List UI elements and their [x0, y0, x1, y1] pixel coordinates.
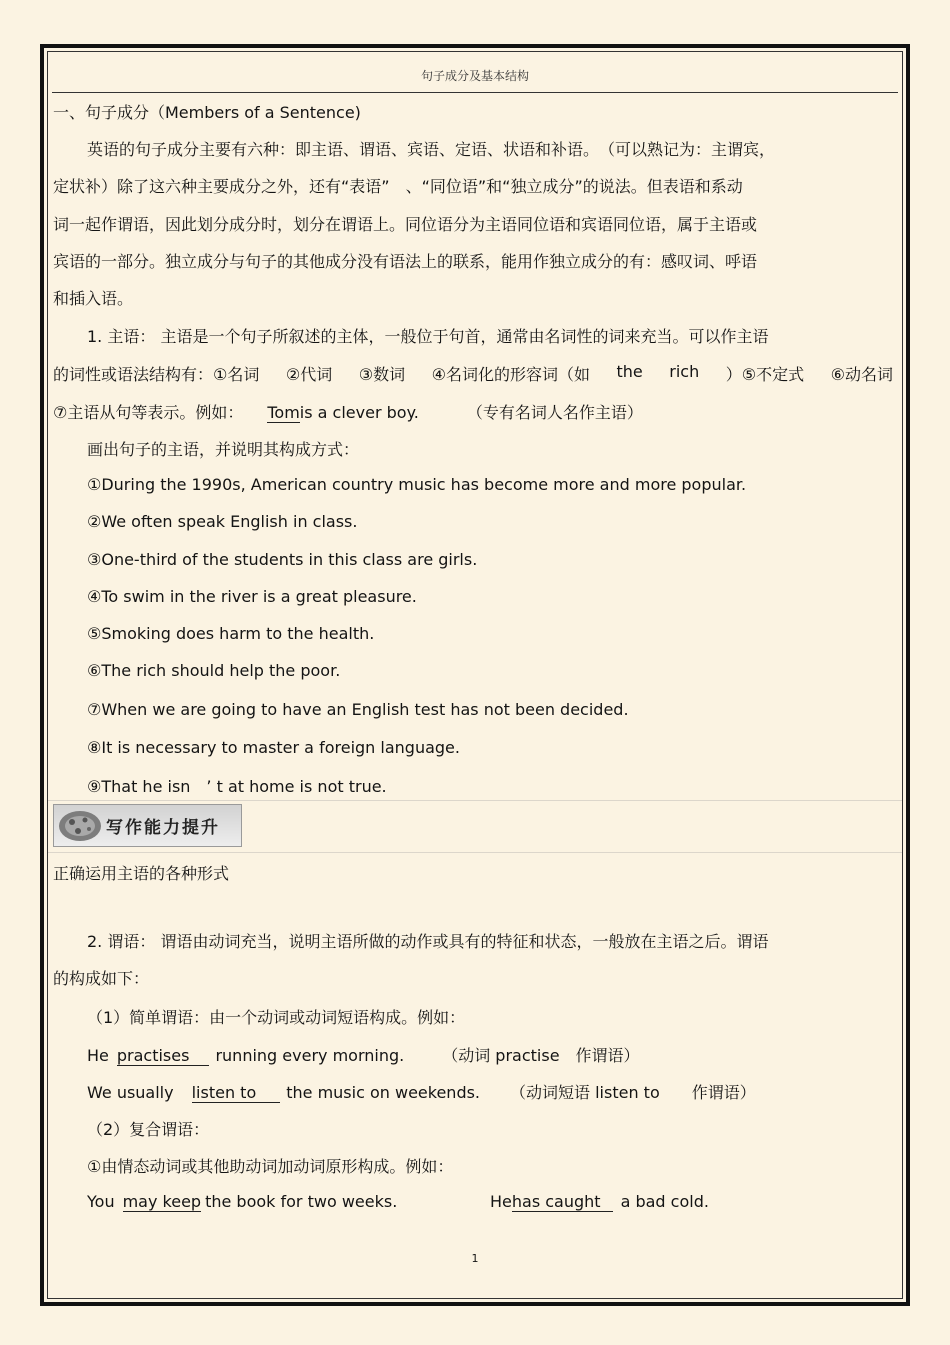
predicate-definition-cont: 的构成如下： [53, 969, 150, 988]
subject-example-underlined: Tom [267, 403, 300, 422]
exercise-sentence-6: ⑥The rich should help the poor. [87, 661, 341, 680]
example-text: the book for two weeks. [205, 1192, 398, 1211]
subject-example-note: （专有名词人名作主语） [466, 403, 643, 422]
writing-tip: 正确运用主语的各种形式 [53, 864, 230, 883]
predicate-example-1 [87, 1043, 640, 1066]
subject-form-pronoun: ②代词 [285, 365, 333, 384]
exercise-sentence-3: ③One-third of the students in this class are girls. [87, 550, 478, 569]
example-text: running every morning. [215, 1046, 405, 1065]
example-text: You [87, 1192, 115, 1211]
example-text: He [87, 1046, 109, 1065]
compound-predicate-title: （2）复合谓语： [87, 1120, 210, 1139]
predicate-example-4 [490, 1192, 709, 1211]
divider [48, 800, 902, 801]
example-blank: has caught [512, 1192, 613, 1211]
predicate-definition: 2. 谓语： 谓语由动词充当，说明主语所做的动作或具有的特征和状态，一般放在主语之后。谓语 [87, 932, 769, 951]
example-blank: practises [117, 1046, 210, 1065]
intro-line-4: 宾语的一部分。独立成分与句子的其他成分没有语法上的联系，能用作独立成分的有：感叹词、呼语 [53, 252, 758, 271]
writing-banner [53, 804, 242, 847]
exercise-sentence-5: ⑤Smoking does harm to the health. [87, 624, 375, 643]
subject-definition: 1. 主语： 主语是一个句子所叙述的主体，一般位于句首，通常由名词性的词来充当。可以作主语 [87, 327, 769, 346]
example-text: the music on weekends. [286, 1083, 481, 1102]
subject-form-infinitive: ）⑤不定式 [725, 365, 805, 384]
exercise-sentence-1: ①During the 1990s, American country music has become more and more popular. [87, 475, 747, 494]
example-note: （动词 practise 作谓语） [442, 1046, 640, 1065]
subject-form-noun: 的词性或语法结构有：①名词 [53, 365, 260, 384]
subject-task: 画出句子的主语，并说明其构成方式： [87, 440, 360, 459]
exercise-sentence-7: ⑦When we are going to have an English test has not been decided. [87, 700, 629, 719]
divider [48, 852, 902, 853]
intro-line-3: 词一起作谓语，因此划分成分时，划分在谓语上。同位语分为主语同位语和宾语同位语，属于主语或 [53, 215, 758, 234]
writing-banner-text: 写作能力提升 [106, 818, 220, 838]
page-number: 1 [471, 1252, 479, 1265]
subject-form-numeral: ③数词 [358, 365, 406, 384]
page-header: 句子成分及基本结构 [52, 66, 898, 93]
subject-form-the: the [616, 362, 643, 381]
predicate-example-3 [87, 1192, 397, 1211]
intro-line-1: 英语的句子成分主要有六种：即主语、谓语、宾语、定语、状语和补语。 （可以熟记为：主谓宾， [87, 140, 776, 159]
section-title: 一、句子成分（Members of a Sentence) [53, 103, 361, 122]
example-text: a bad cold. [620, 1192, 709, 1211]
subject-form-rich: rich [669, 362, 700, 381]
subject-form-adjective: ④名词化的形容词（如 [431, 365, 590, 384]
exercise-sentence-4: ④To swim in the river is a great pleasure. [87, 587, 417, 606]
example-text: We usually [87, 1083, 174, 1102]
example-text: He [490, 1192, 512, 1211]
predicate-example-2 [87, 1080, 756, 1103]
example-blank: may keep [122, 1192, 202, 1211]
compound-predicate-rule-1: ①由情态动词或其他助动词加动词原形构成。例如： [87, 1157, 454, 1176]
intro-line-5: 和插入语。 [53, 289, 134, 308]
example-note: （动词短语 listen to 作谓语） [510, 1083, 756, 1102]
subject-forms-line [53, 362, 893, 385]
intro-line-2: 定状补）除了这六种主要成分之外，还有“表语” 、“同位语”和“独立成分”的说法。但表语和系动 [53, 177, 743, 196]
subject-example-line [53, 400, 643, 423]
subject-example-sentence: is a clever boy. [299, 403, 419, 422]
exercise-sentence-9: ⑨That he isn ’ t at home is not true. [87, 777, 387, 796]
exercise-sentence-8: ⑧It is necessary to master a foreign language. [87, 738, 460, 757]
example-blank: listen to [192, 1083, 281, 1102]
simple-predicate-title: （1）简单谓语：由一个动词或动词短语构成。例如： [87, 1008, 466, 1027]
exercise-sentence-2: ②We often speak English in class. [87, 512, 358, 531]
subject-example-label: ⑦主语从句等表示。例如： [53, 403, 244, 422]
subject-form-gerund: ⑥动名词 [830, 365, 893, 384]
ornament-icon [56, 807, 104, 845]
